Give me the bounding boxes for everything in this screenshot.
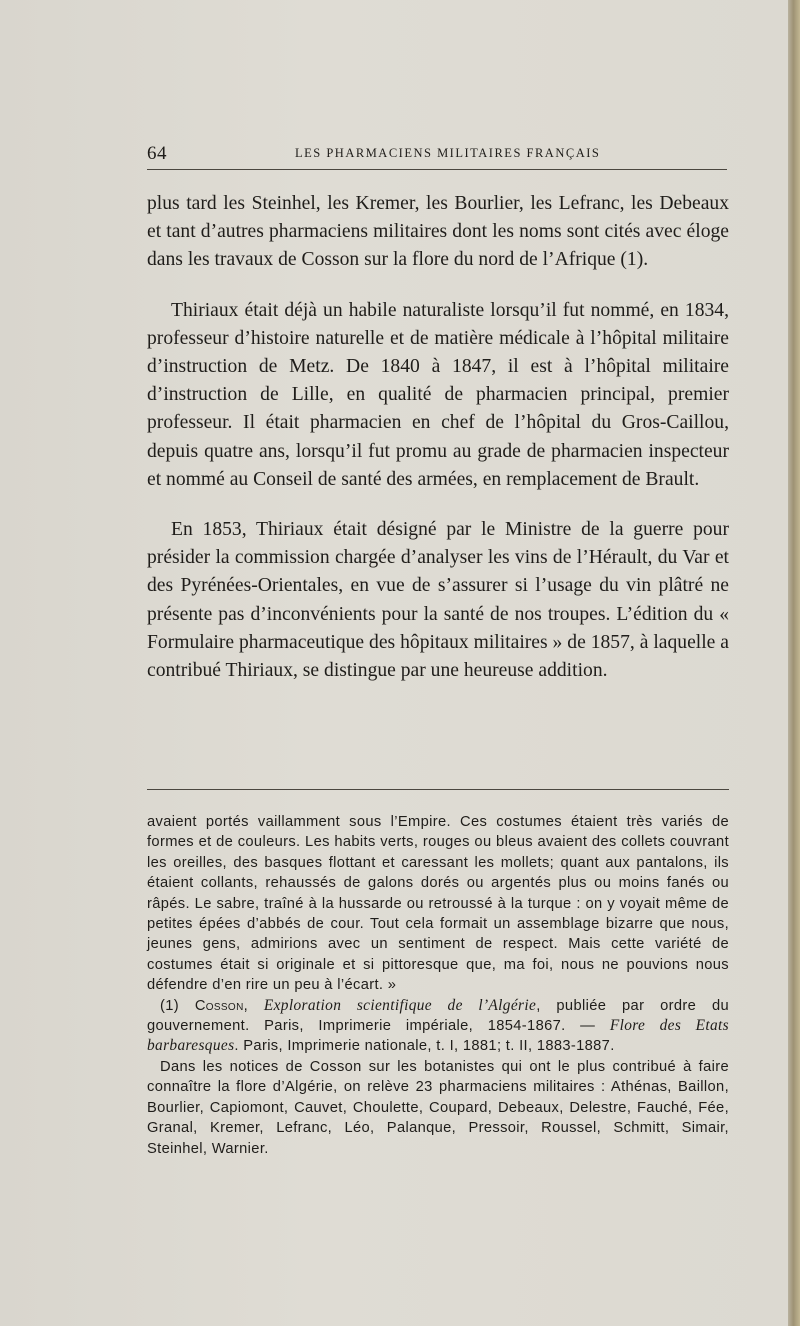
paragraph-thiriaux-career: Thiriaux était déjà un habile naturaliste lorsqu’il fut nommé, en 1834, professeur d’histoire naturelle et de matière médicale à l’hôpital militaire d’instruction de Metz. De 1840 à 1847, il est à l’hôpital militaire d’instruction de Lille, en qualité de pharmacien principal, premier professeur. Il était pharmacien en chef de l’hôpital du Gros-Caillou, depuis quatre ans, lorsqu’il fut promu au grade de pharmacien inspecteur et nommé au Conseil de santé des armées, en remplacement de Brault. [147,299,729,490]
footnote-divider [147,789,729,790]
footnotes [147,812,729,1159]
footnote-1-title-flore: Flore des Etats barbaresques [147,1017,729,1055]
footnote-1-continuation: Dans les notices de Cosson sur les botanistes qui ont le plus contribué à faire connaître la flore d’Algérie, on relève 23 pharmaciens militaires : Athénas, Baillon, Bourlier, Capiomont, Cauvet, Choulette, Coupard, Debeaux, Delestre, Fauché, Fée, Granal, Kremer, Lefranc, Léo, Palanque, Pressoir, Roussel, Schmitt, Simair, Steinhel, Warnier. [147,1058,729,1157]
main-text [147,190,729,707]
footnote-1-author: Cosson [194,997,244,1014]
paragraph-commission-1853: En 1853, Thiriaux était désigné par le Ministre de la guerre pour présider la commission chargée d’analyser les vins de l’Hérault, du Var et des Pyrénées-Orientales, en vue de s’assurer si l’usage du vin plâtré ne présente pas d’inconvénients pour la santé de nos troupes. L’édition du « Formulaire pharmaceutique des hôpitaux militaires » de 1857, à laquelle a contribué Thiriaux, se distingue par une heureuse addition. [147,519,729,682]
running-head-title: LES PHARMACIENS MILITAIRES FRANÇAIS [295,146,601,160]
footnote-1-text-b: . Paris, Imprimerie nationale, t. I, 1881; t. II, 1883-1887. [234,1038,615,1055]
running-head [147,143,727,170]
footnote-1-text-a: , publiée par ordre du gouvernement. Paris, Imprimerie impériale, 1854-1867. — [147,997,729,1035]
footnote-1-sep: , [243,997,264,1014]
paragraph-continuation: plus tard les Steinhel, les Kremer, les Bourlier, les Lefranc, les Debeaux et tant d’autres pharmaciens militaires dont les noms sont cités avec éloge dans les travaux de Cosson sur la flore du nord de l’Afrique (1). [147,193,729,271]
footnote-1-title-exploration: Exploration scientifique de l’Algérie [263,996,537,1014]
page-edge [788,0,800,1326]
footnote-1-marker: (1) [160,997,195,1014]
footnote-1 [147,996,729,1057]
footnote-continuation: avaient portés vaillamment sous l’Empire. Ces costumes étaient très variés de formes et de couleurs. Les habits verts, rouges ou bleus avaient des collets couvrant les oreilles, des basques flottant et caressant les mollets; quant aux pantalons, ils étaient collants, rehaussés de galons dorés ou argentés plus ou moins fanés ou râpés. Le sabre, traîné à la hussarde ou retroussé à la turque : on y voyait même de petites épées d’abbés de cour. Tout cela formait un assemblage bizarre que nous, jeunes gens, admirions avec un sentiment de respect. Mais cette variété de costumes était si originale et si pittoresque que, ma foi, nous ne pouvions nous défendre d’en rire un peu à l’écart. » [147,814,729,994]
page-number: 64 [147,143,167,164]
